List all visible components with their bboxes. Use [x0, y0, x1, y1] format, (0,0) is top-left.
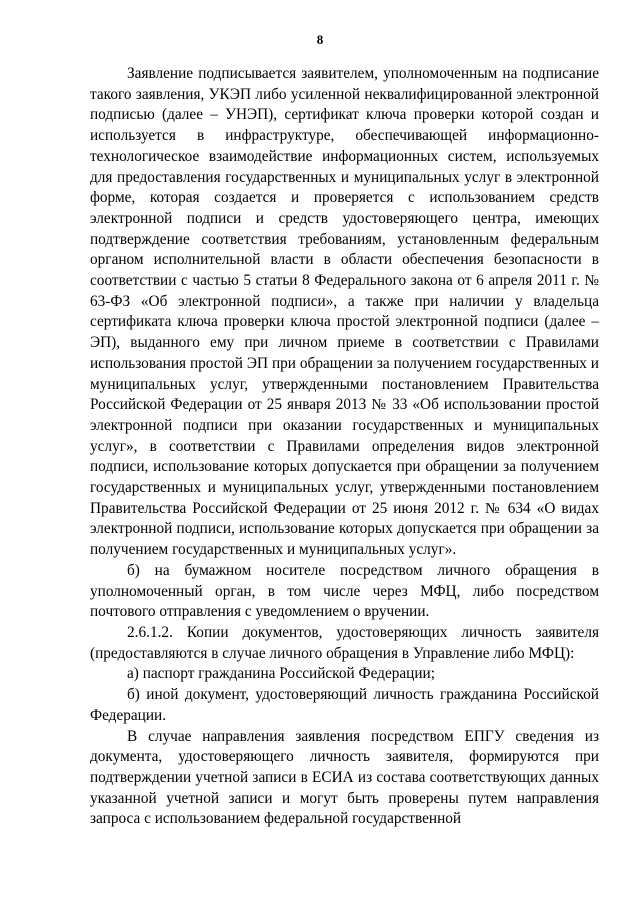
document-body	[90, 64, 599, 830]
page-number: 8	[316, 32, 324, 47]
paragraph-signature-requirements: Заявление подписывается заявителем, уполномоченным на подписание такого заявления, УКЭП либо усиленной неквалифицированной электронной подписью (далее – УНЭП), сертификат ключа проверки которой создан и используется в инфраструктуре, обеспечивающей информационно-технологическое взаимодействие информационных систем, используемых для предоставления государственных и муниципальных услуг в электронной форме, которая создается и проверяется с использованием средств электронной подписи и средств удостоверяющего центра, имеющих подтверждение соответствия требованиям, установленным федеральным органом исполнительной власти в области обеспечения безопасности в соответствии с частью 5 статьи 8 Федерального закона от 6 апреля 2011 г. № 63-ФЗ «Об электронной подписи», а также при наличии у владельца сертификата ключа проверки ключа простой электронной подписи (далее – ЭП), выданного ему при личном приеме в соответствии с Правилами использования простой ЭП при обращении за получением государственных и муниципальных услуг, утвержденными постановлением Правительства Российской Федерации от 25 января 2013 № 33 «Об использовании простой электронной подписи при оказании государственных и муниципальных услуг», в соответствии с Правилами определения видов электронной подписи, использование которых допускается при обращении за получением государственных и муниципальных услуг, утвержденными постановлением Правительства Российской Федерации от 25 июня 2012 г. № 634 «О видах электронной подписи, использование которых допускается при обращении за получением государственных и муниципальных услуг».	[90, 65, 599, 559]
paragraph-passport: а) паспорт гражданина Российской Федерации;	[127, 665, 435, 683]
paragraph-identity-documents: 2.6.1.2. Копии документов, удостоверяющих личность заявителя (предоставляются в случае личного обращения в Управление либо МФЦ):	[90, 623, 599, 662]
paragraph-epgu-submission: В случае направления заявления посредством ЕПГУ сведения из документа, удостоверяющего личность заявителя, формируются при подтверждении учетной записи в ЕСИА из состава соответствующих данных указанной учетной записи и могут быть проверены путем направления запроса с использованием федеральной государственной	[90, 727, 599, 828]
paragraph-paper-submission: б) на бумажном носителе посредством личного обращения в уполномоченный орган, в том числе через МФЦ, либо посредством почтового отправления с уведомлением о вручении.	[90, 561, 599, 621]
paragraph-other-document: б) иной документ, удостоверяющий личность гражданина Российской Федерации.	[90, 686, 599, 724]
